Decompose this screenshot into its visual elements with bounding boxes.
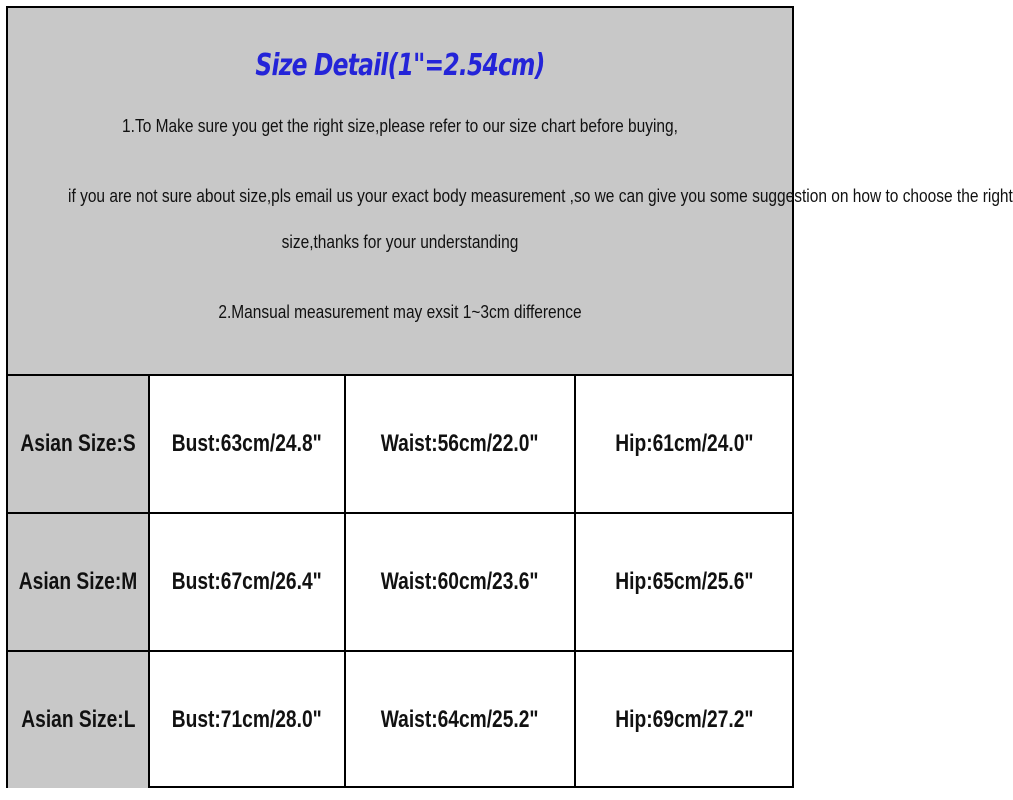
hip-cell xyxy=(576,652,792,788)
waist-value: Waist:60cm/23.6" xyxy=(381,568,539,595)
bust-cell xyxy=(150,514,346,650)
size-chart-header xyxy=(8,8,1013,376)
waist-value: Waist:64cm/25.2" xyxy=(381,706,539,733)
size-label: Asian Size:L xyxy=(20,706,136,733)
table-row xyxy=(8,652,792,788)
table-row xyxy=(8,376,792,514)
hip-value: Hip:61cm/24.0" xyxy=(614,430,754,457)
bust-value: Bust:71cm/28.0" xyxy=(172,706,322,733)
bust-cell xyxy=(150,376,346,512)
size-label: Asian Size:M xyxy=(18,568,138,595)
size-table xyxy=(8,376,792,786)
note-line-2: if you are not sure about size,pls email us your exact body measurement ,so we can give you some suggestion on how to choose the right xyxy=(68,186,1013,206)
hip-value: Hip:69cm/27.2" xyxy=(614,706,754,733)
bust-value: Bust:63cm/24.8" xyxy=(172,430,322,457)
note-line-3: 2.Mansual measurement may exsit 1~3cm difference xyxy=(218,302,582,322)
bust-cell xyxy=(150,652,346,788)
note-line-2-continued: size,thanks for your understanding xyxy=(281,232,519,252)
waist-cell xyxy=(346,514,576,650)
size-label-cell xyxy=(8,376,150,512)
hip-value: Hip:65cm/25.6" xyxy=(614,568,754,595)
table-row xyxy=(8,514,792,652)
waist-cell xyxy=(346,652,576,788)
bust-value: Bust:67cm/26.4" xyxy=(172,568,322,595)
waist-cell xyxy=(346,376,576,512)
page-title: Size Detail(1"=2.54cm) xyxy=(255,48,545,83)
size-label: Asian Size:S xyxy=(20,430,136,457)
size-chart xyxy=(6,6,1013,788)
hip-cell xyxy=(576,514,792,650)
hip-cell xyxy=(576,376,792,512)
note-line-1: 1.To Make sure you get the right size,please refer to our size chart before buying, xyxy=(122,116,678,136)
size-label-cell xyxy=(8,652,150,788)
waist-value: Waist:56cm/22.0" xyxy=(381,430,539,457)
size-label-cell xyxy=(8,514,150,650)
